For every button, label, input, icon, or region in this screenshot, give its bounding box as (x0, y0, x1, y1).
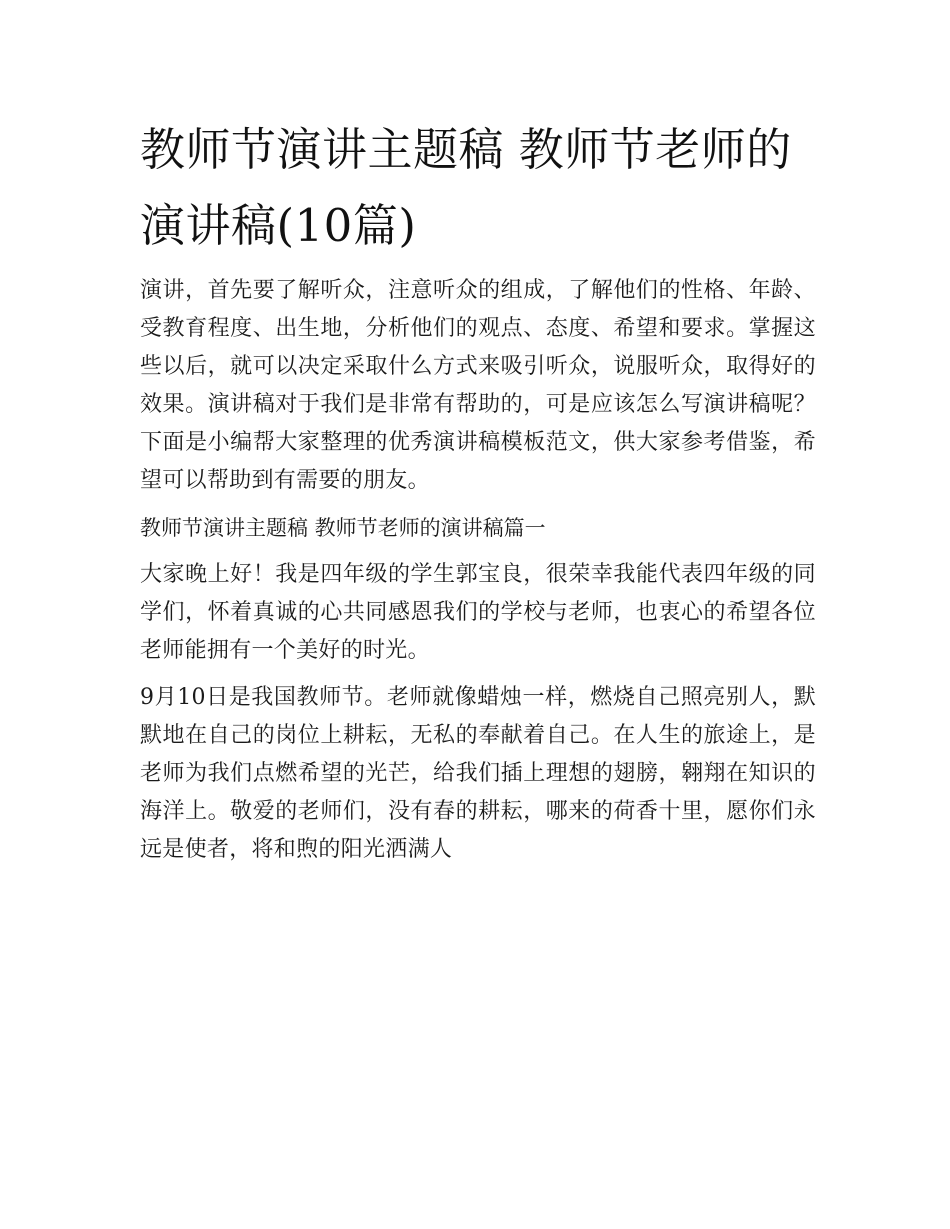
intro-paragraph: 演讲，首先要了解听众，注意听众的组成，了解他们的性格、年龄、受教育程度、出生地，分析他们的观点、态度、希望和要求。掌握这些以后，就可以决定采取什么方式来吸引听众，说服听众，取得好的效果。演讲稿对于我们是非常有帮助的，可是应该怎么写演讲稿呢？下面是小编帮大家整理的优秀演讲稿模板范文，供大家参考借鉴，希望可以帮助到有需要的朋友。 (140, 278, 816, 493)
document-title: 教师节演讲主题稿 教师节老师的演讲稿(10篇) (140, 123, 792, 252)
body-paragraph-2: 9月10日是我国教师节。老师就像蜡烛一样，燃烧自己照亮别人，默默地在自己的岗位上耕耘，无私的奉献着自己。在人生的旅途上，是老师为我们点燃希望的光芒，给我们插上理想的翅膀，翱翔在知识的海洋上。敬爱的老师们，没有春的耕耘，哪来的荷香十里，愿你们永远是使者，将和煦的阳光洒满人 (140, 685, 816, 862)
document-body (140, 112, 816, 869)
body-paragraph-1: 大家晚上好！我是四年级的学生郭宝良，很荣幸我能代表四年级的同学们，怀着真诚的心共同感恩我们的学校与老师，也衷心的希望各位老师能拥有一个美好的时光。 (140, 562, 816, 663)
section-heading: 教师节演讲主题稿 教师节老师的演讲稿篇一 (140, 516, 546, 540)
